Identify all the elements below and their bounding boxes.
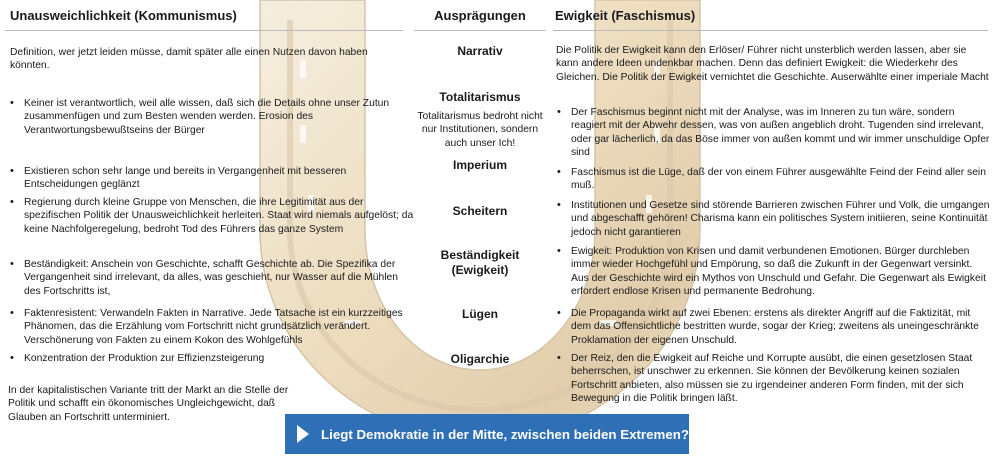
play-arrow-icon bbox=[297, 425, 309, 443]
right-definition: Die Politik der Ewigkeit kann den Erlöser/ Führer nicht unsterblich werden lassen, aber sie kann andere Ideen undenkbar machen. Denn das definiert Ewigkeit: die Wiederkehr des Gleichen. Die Politik der Ewigkeit vernichtet die Geschichte. Auserwählte einer imperiale Macht bbox=[556, 45, 989, 83]
democracy-question-label: Liegt Demokratie in der Mitte, zwischen beiden Extremen? bbox=[321, 426, 689, 442]
left-bullet: • Keiner ist verantwortlich, weil alle wissen, daß sich die Details ohne unser Zutun zusammenfügen und zum Besten wenden werden. Erosion des Verantwortungsbewußtseins der Bürger bbox=[8, 97, 416, 137]
term-oligarchie: Oligarchie bbox=[450, 352, 510, 366]
left-footer-note: In der kapitalistischen Variante tritt der Markt an die Stelle der Politik und schafft ein ökonomisches Ungleichgewicht, daß Glauben an Fortschritt unterminiert. bbox=[8, 385, 289, 423]
term-narrativ: Narrativ bbox=[457, 44, 503, 58]
middle-column-title: Ausprägungen bbox=[434, 8, 526, 23]
right-bullet: • Der Reiz, den die Ewigkeit auf Reiche und Korrupte ausübt, die einen gesetzlosen Staat beherrschen, ist unschwer zu erkennen. Sie können der Bevölkerung keinen sozialen Fortschritt anbieten, also müssen sie zu irgendeiner anderen Form finden, mit der sich Bewegung in die Politik bringen läßt. bbox=[555, 352, 991, 405]
term-totalitarismus: Totalitarismus bbox=[439, 90, 521, 104]
totalitarismus-note: Totalitarismus bedroht nicht nur Institutionen, sondern auch unser Ich! bbox=[417, 111, 543, 149]
left-bullet: • Konzentration der Produktion zur Effizienzsteigerung bbox=[8, 352, 416, 365]
left-bullet: • Existieren schon sehr lange und bereits in Vergangenheit mit besseren Entscheidungen geglänzt bbox=[8, 165, 416, 192]
term-bestaendigkeit: Beständigkeit (Ewigkeit) bbox=[440, 248, 520, 277]
left-definition: Definition, wer jetzt leiden müsse, damit später alle einen Nutzen davon haben könnten. bbox=[10, 47, 368, 72]
democracy-question-button[interactable] bbox=[285, 414, 689, 454]
right-bullet: • Der Faschismus beginnt nicht mit der Analyse, was im Inneren zu tun wäre, sondern reagiert mit der Abwehr dessen, was von außen angeblich droht. Tugenden sind irrelevant, oder gar lächerlich, da das Böse immer von außen kommt und wir immer unschuldige Opfer sind bbox=[555, 106, 991, 159]
right-bullet: • Faschismus ist die Lüge, daß der von einem Führer ausgewählte Feind der Feind aller sein muß. bbox=[555, 166, 991, 193]
right-bullet: • Institutionen und Gesetze sind störende Barrieren zwischen Führer und Volk, die umgangen und abgeschafft gehören! Charisma kann ein politisches System initiieren, seine Kontinuität jedoch nicht garantieren bbox=[555, 199, 991, 239]
left-header-divider bbox=[5, 30, 403, 31]
left-column-title: Unausweichlichkeit (Kommunismus) bbox=[10, 8, 237, 23]
right-bullet: • Ewigkeit: Produktion von Krisen und damit verbundenen Emotionen. Bürger durchleben immer wieder Hochgefühl und Empörung, so daß die Zukunft in der Gegenwart versinkt. Aus der Geschichte wird ein Mythos von Unschuld und Gefahr. Die Gegenwart als Ewigkeit erfordert endlose Krisen und permanente Bedrohung. bbox=[555, 245, 991, 298]
right-bullet: • Die Propaganda wirkt auf zwei Ebenen: erstens als direkter Angriff auf die Faktizität, mit dem das Offensichtliche bestritten wurde, sogar der Krieg; zweitens als uneingeschränkte Proklamation der eigenen Unschuld. bbox=[555, 307, 991, 347]
right-header-divider bbox=[553, 30, 988, 31]
left-bullet: • Beständigkeit: Anschein von Geschichte, schafft Geschichte ab. Die Spezifika der Vergangenheit sind irrelevant, da alles, was geschieht, nur Wasser auf die Mühlen des Fortschritts ist, bbox=[8, 258, 416, 298]
left-bullet: • Faktenresistent: Verwandeln Fakten in Narrative. Jede Tatsache ist ein kurzzeitiges Phänomen, das die Erzählung vom Fortschritt nicht grundsätzlich verändert. Verschönerung von Fakten zu einem Kokon des Wohlgefühls bbox=[8, 307, 416, 347]
right-column-title: Ewigkeit (Faschismus) bbox=[555, 8, 696, 23]
term-luegen: Lügen bbox=[462, 307, 498, 321]
middle-header-divider bbox=[414, 30, 546, 31]
term-imperium: Imperium bbox=[452, 158, 507, 172]
left-bullet: • Regierung durch kleine Gruppe von Menschen, die ihre Legitimität aus der spezifischen Politik der Unausweichlichkeit herleiten. Staat wird niemals aufgelöst; da keine Nachfolgeregelung, bedroht Tod des Führers das ganze System bbox=[8, 196, 416, 236]
term-scheitern: Scheitern bbox=[452, 204, 508, 218]
